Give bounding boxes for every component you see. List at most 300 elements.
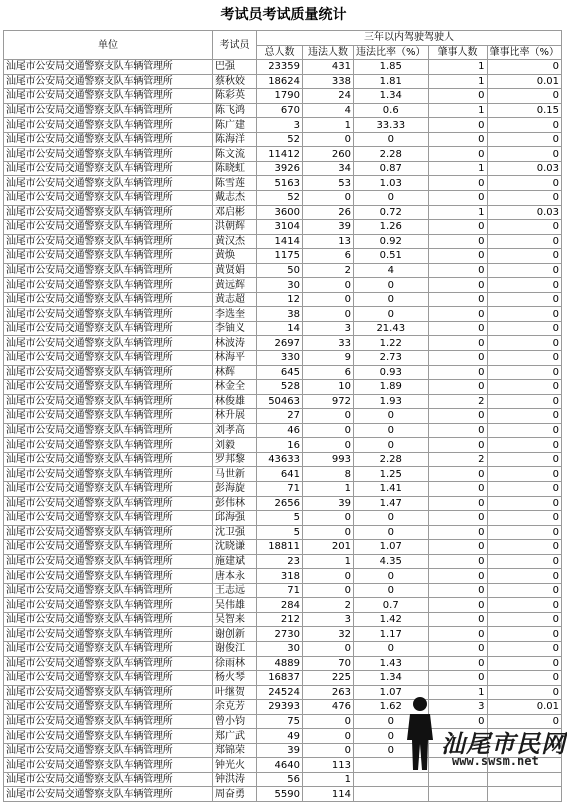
accident-rate-cell: 0 <box>487 511 562 526</box>
violation-rate-cell: 1.34 <box>354 671 429 686</box>
violation-rate-cell: 1.89 <box>354 380 429 395</box>
violation-count-cell: 3 <box>303 321 354 336</box>
total-count-cell: 284 <box>257 598 303 613</box>
examiner-name-cell: 杨火琴 <box>213 671 257 686</box>
unit-cell: 汕尾市公安局交通警察支队车辆管理所 <box>4 656 213 671</box>
violation-count-cell: 9 <box>303 351 354 366</box>
accident-count-cell: 0 <box>428 554 487 569</box>
accident-count-cell: 1 <box>428 74 487 89</box>
total-count-cell: 3600 <box>257 205 303 220</box>
accident-rate-cell: 0 <box>487 394 562 409</box>
violation-rate-cell: 1.93 <box>354 394 429 409</box>
total-count-cell: 4889 <box>257 656 303 671</box>
accident-rate-cell: 0 <box>487 191 562 206</box>
accident-rate-cell: 0 <box>487 263 562 278</box>
accident-count-cell: 1 <box>428 685 487 700</box>
total-count-cell: 43633 <box>257 452 303 467</box>
accident-rate-cell: 0 <box>487 569 562 584</box>
total-count-cell: 2697 <box>257 336 303 351</box>
unit-cell: 汕尾市公安局交通警察支队车辆管理所 <box>4 307 213 322</box>
violation-count-cell: 114 <box>303 787 354 802</box>
unit-cell: 汕尾市公安局交通警察支队车辆管理所 <box>4 714 213 729</box>
examiner-name-cell: 陈飞鸿 <box>213 103 257 118</box>
accident-count-cell: 0 <box>428 525 487 540</box>
examiner-name-cell: 吴伟雄 <box>213 598 257 613</box>
violation-count-cell: 0 <box>303 583 354 598</box>
accident-rate-cell: 0 <box>487 60 562 75</box>
total-count-cell: 5 <box>257 525 303 540</box>
violation-rate-cell: 1.42 <box>354 612 429 627</box>
table-row <box>4 627 562 642</box>
violation-count-cell: 33 <box>303 336 354 351</box>
unit-cell: 汕尾市公安局交通警察支队车辆管理所 <box>4 569 213 584</box>
unit-cell: 汕尾市公安局交通警察支队车辆管理所 <box>4 161 213 176</box>
accident-rate-cell: 0 <box>487 249 562 264</box>
violation-rate-cell: 1.34 <box>354 89 429 104</box>
violation-rate-cell <box>354 772 429 787</box>
accident-count-cell: 0 <box>428 423 487 438</box>
violation-rate-cell: 1.81 <box>354 74 429 89</box>
violation-rate-cell: 0 <box>354 132 429 147</box>
table-row <box>4 263 562 278</box>
table-row <box>4 496 562 511</box>
accident-rate-cell: 0.03 <box>487 161 562 176</box>
unit-cell: 汕尾市公安局交通警察支队车辆管理所 <box>4 394 213 409</box>
total-count-cell: 11412 <box>257 147 303 162</box>
table-row <box>4 365 562 380</box>
table-row <box>4 540 562 555</box>
unit-cell: 汕尾市公安局交通警察支队车辆管理所 <box>4 278 213 293</box>
accident-count-cell: 0 <box>428 278 487 293</box>
accident-count-cell: 0 <box>428 481 487 496</box>
violation-rate-cell: 0.6 <box>354 103 429 118</box>
violation-count-cell: 0 <box>303 743 354 758</box>
violation-count-cell: 0 <box>303 278 354 293</box>
violation-count-cell: 0 <box>303 307 354 322</box>
accident-count-cell: 0 <box>428 511 487 526</box>
total-count-cell: 670 <box>257 103 303 118</box>
accident-count-cell: 3 <box>428 700 487 715</box>
total-count-cell: 4640 <box>257 758 303 773</box>
page-title: 考试员考试质量统计 <box>220 7 347 23</box>
accident-rate-cell: 0 <box>487 598 562 613</box>
examiner-name-cell: 陈文流 <box>213 147 257 162</box>
violation-rate-cell: 0 <box>354 743 429 758</box>
violation-rate-cell: 1.26 <box>354 220 429 235</box>
violation-rate-cell: 0 <box>354 583 429 598</box>
table-row <box>4 292 562 307</box>
unit-cell: 汕尾市公安局交通警察支队车辆管理所 <box>4 263 213 278</box>
total-count-cell: 27 <box>257 409 303 424</box>
examiner-name-cell: 沈卫强 <box>213 525 257 540</box>
table-row <box>4 336 562 351</box>
violation-count-cell: 39 <box>303 220 354 235</box>
total-count-cell: 2730 <box>257 627 303 642</box>
violation-rate-cell: 0.51 <box>354 249 429 264</box>
accident-count-cell: 0 <box>428 467 487 482</box>
table-row <box>4 612 562 627</box>
accident-rate-cell: 0 <box>487 409 562 424</box>
violation-count-cell: 0 <box>303 511 354 526</box>
unit-cell: 汕尾市公安局交通警察支队车辆管理所 <box>4 336 213 351</box>
accident-rate-cell: 0 <box>487 481 562 496</box>
examiner-name-cell: 黄远辉 <box>213 278 257 293</box>
accident-count-cell: 0 <box>428 351 487 366</box>
table-row <box>4 161 562 176</box>
total-count-cell: 30 <box>257 278 303 293</box>
violation-rate-cell: 0 <box>354 423 429 438</box>
accident-count-cell: 0 <box>428 292 487 307</box>
accident-rate-cell: 0 <box>487 583 562 598</box>
table-row <box>4 569 562 584</box>
accident-count-cell: 0 <box>428 641 487 656</box>
violation-rate-cell: 0 <box>354 569 429 584</box>
violation-rate-cell: 1.43 <box>354 656 429 671</box>
accident-rate-cell: 0.15 <box>487 103 562 118</box>
accident-count-cell: 0 <box>428 496 487 511</box>
examiner-name-cell: 唐本永 <box>213 569 257 584</box>
violation-count-cell: 1 <box>303 554 354 569</box>
accident-rate-cell: 0 <box>487 234 562 249</box>
table-row <box>4 249 562 264</box>
site-watermark <box>400 692 567 772</box>
violation-count-cell: 993 <box>303 452 354 467</box>
accident-count-cell: 0 <box>428 627 487 642</box>
unit-cell: 汕尾市公安局交通警察支队车辆管理所 <box>4 583 213 598</box>
table-row <box>4 525 562 540</box>
accident-count-cell: 0 <box>428 249 487 264</box>
violation-count-cell: 4 <box>303 103 354 118</box>
unit-cell: 汕尾市公安局交通警察支队车辆管理所 <box>4 511 213 526</box>
unit-cell: 汕尾市公安局交通警察支队车辆管理所 <box>4 627 213 642</box>
unit-cell: 汕尾市公安局交通警察支队车辆管理所 <box>4 772 213 787</box>
accident-rate-cell: 0 <box>487 540 562 555</box>
total-count-cell: 16837 <box>257 671 303 686</box>
total-count-cell: 528 <box>257 380 303 395</box>
violation-rate-cell: 21.43 <box>354 321 429 336</box>
unit-cell: 汕尾市公安局交通警察支队车辆管理所 <box>4 118 213 133</box>
violation-count-cell: 0 <box>303 438 354 453</box>
unit-cell: 汕尾市公安局交通警察支队车辆管理所 <box>4 729 213 744</box>
examiner-name-cell: 余克芳 <box>213 700 257 715</box>
total-count-cell: 330 <box>257 351 303 366</box>
total-count-cell: 23359 <box>257 60 303 75</box>
accident-rate-cell <box>487 772 562 787</box>
total-count-cell: 39 <box>257 743 303 758</box>
accident-rate-cell: 0 <box>487 351 562 366</box>
accident-rate-cell: 0 <box>487 685 562 700</box>
total-count-cell: 71 <box>257 583 303 598</box>
violation-rate-cell: 0 <box>354 525 429 540</box>
accident-rate-cell: 0 <box>487 147 562 162</box>
table-row <box>4 205 562 220</box>
examiner-name-cell: 邱海强 <box>213 511 257 526</box>
accident-count-cell: 0 <box>428 132 487 147</box>
examiner-name-cell: 林升展 <box>213 409 257 424</box>
unit-cell: 汕尾市公安局交通警察支队车辆管理所 <box>4 438 213 453</box>
group-header: 三年以内驾驶驾驶人 <box>257 31 562 46</box>
table-row <box>4 278 562 293</box>
unit-cell: 汕尾市公安局交通警察支队车辆管理所 <box>4 132 213 147</box>
violation-count-cell: 26 <box>303 205 354 220</box>
examiner-name-cell: 钟光火 <box>213 758 257 773</box>
unit-cell: 汕尾市公安局交通警察支队车辆管理所 <box>4 292 213 307</box>
accident-count-cell: 1 <box>428 161 487 176</box>
table-row <box>4 511 562 526</box>
examiner-name-cell: 钟洪涛 <box>213 772 257 787</box>
examiner-name-cell: 郑广武 <box>213 729 257 744</box>
violation-rate-cell: 2.28 <box>354 147 429 162</box>
examiner-name-cell: 陈雪莲 <box>213 176 257 191</box>
examiner-name-cell: 黄贤娟 <box>213 263 257 278</box>
total-count-cell: 645 <box>257 365 303 380</box>
unit-cell: 汕尾市公安局交通警察支队车辆管理所 <box>4 176 213 191</box>
examiner-name-cell: 罗邦黎 <box>213 452 257 467</box>
table-body <box>4 31 562 802</box>
examiner-name-cell: 李铀义 <box>213 321 257 336</box>
table-row <box>4 380 562 395</box>
violation-rate-cell: 0 <box>354 438 429 453</box>
unit-cell: 汕尾市公安局交通警察支队车辆管理所 <box>4 351 213 366</box>
unit-cell: 汕尾市公安局交通警察支队车辆管理所 <box>4 423 213 438</box>
violation-count-cell: 1 <box>303 772 354 787</box>
accident-count-cell <box>428 772 487 787</box>
accident-rate-cell: 0 <box>487 118 562 133</box>
unit-cell: 汕尾市公安局交通警察支队车辆管理所 <box>4 540 213 555</box>
table-row <box>4 772 562 787</box>
violation-count-cell: 476 <box>303 700 354 715</box>
unit-cell: 汕尾市公安局交通警察支队车辆管理所 <box>4 758 213 773</box>
examiner-name-cell: 刘毅 <box>213 438 257 453</box>
violation-rate-cell: 1.07 <box>354 685 429 700</box>
unit-cell: 汕尾市公安局交通警察支队车辆管理所 <box>4 481 213 496</box>
table-row <box>4 147 562 162</box>
examiner-name-cell: 沈晓谦 <box>213 540 257 555</box>
examiner-name-cell: 巴强 <box>213 60 257 75</box>
accident-rate-cell: 0 <box>487 336 562 351</box>
total-count-cell: 3104 <box>257 220 303 235</box>
accident-count-cell: 1 <box>428 103 487 118</box>
violation-count-header: 违法人数 <box>303 45 354 60</box>
violation-count-cell: 263 <box>303 685 354 700</box>
table-row <box>4 351 562 366</box>
total-count-cell: 24524 <box>257 685 303 700</box>
examiner-name-cell: 黄志超 <box>213 292 257 307</box>
table-row <box>4 118 562 133</box>
accident-count-cell: 0 <box>428 380 487 395</box>
accident-count-cell: 0 <box>428 263 487 278</box>
violation-count-cell: 0 <box>303 525 354 540</box>
table-row <box>4 176 562 191</box>
violation-rate-cell: 0 <box>354 511 429 526</box>
accident-count-cell: 0 <box>428 714 487 729</box>
violation-count-cell: 2 <box>303 263 354 278</box>
accident-rate-cell: 0 <box>487 467 562 482</box>
unit-cell: 汕尾市公安局交通警察支队车辆管理所 <box>4 365 213 380</box>
unit-cell: 汕尾市公安局交通警察支队车辆管理所 <box>4 321 213 336</box>
accident-rate-cell: 0 <box>487 525 562 540</box>
total-count-cell: 50 <box>257 263 303 278</box>
accident-rate-cell: 0.01 <box>487 74 562 89</box>
violation-rate-cell: 2.73 <box>354 351 429 366</box>
total-count-cell: 46 <box>257 423 303 438</box>
violation-count-cell: 8 <box>303 467 354 482</box>
examiner-name-cell: 刘孝高 <box>213 423 257 438</box>
examiner-name-cell: 林俊雄 <box>213 394 257 409</box>
table-row <box>4 307 562 322</box>
unit-cell: 汕尾市公安局交通警察支队车辆管理所 <box>4 74 213 89</box>
violation-rate-cell: 1.62 <box>354 700 429 715</box>
unit-cell: 汕尾市公安局交通警察支队车辆管理所 <box>4 496 213 511</box>
examiner-name-cell: 洪朝辉 <box>213 220 257 235</box>
total-count-cell: 1175 <box>257 249 303 264</box>
table-row <box>4 103 562 118</box>
examiner-name-cell: 黄焕 <box>213 249 257 264</box>
accident-count-cell: 0 <box>428 409 487 424</box>
table-row <box>4 452 562 467</box>
accident-rate-cell: 0 <box>487 321 562 336</box>
violation-count-cell: 3 <box>303 612 354 627</box>
unit-cell: 汕尾市公安局交通警察支队车辆管理所 <box>4 380 213 395</box>
accident-count-header: 肇事人数 <box>428 45 487 60</box>
examiner-name-cell: 周奋勇 <box>213 787 257 802</box>
accident-rate-cell: 0 <box>487 292 562 307</box>
examiner-name-cell: 李选奎 <box>213 307 257 322</box>
examiner-name-cell: 黄汉杰 <box>213 234 257 249</box>
violation-rate-cell: 1.47 <box>354 496 429 511</box>
violation-count-cell: 24 <box>303 89 354 104</box>
accident-rate-cell: 0.01 <box>487 700 562 715</box>
accident-rate-header: 肇事比率（%） <box>487 45 562 60</box>
total-count-cell: 50463 <box>257 394 303 409</box>
violation-rate-cell: 0 <box>354 714 429 729</box>
violation-count-cell: 0 <box>303 714 354 729</box>
violation-count-cell: 0 <box>303 292 354 307</box>
examiner-name-cell: 蔡秋姣 <box>213 74 257 89</box>
violation-rate-cell: 1.17 <box>354 627 429 642</box>
violation-rate-cell: 2.28 <box>354 452 429 467</box>
violation-rate-cell <box>354 787 429 802</box>
total-count-cell: 38 <box>257 307 303 322</box>
accident-rate-cell: 0 <box>487 132 562 147</box>
table-row <box>4 787 562 802</box>
violation-count-cell: 0 <box>303 569 354 584</box>
accident-rate-cell: 0 <box>487 641 562 656</box>
table-row <box>4 409 562 424</box>
table-row <box>4 394 562 409</box>
unit-cell: 汕尾市公安局交通警察支队车辆管理所 <box>4 234 213 249</box>
accident-rate-cell: 0 <box>487 380 562 395</box>
violation-count-cell: 2 <box>303 598 354 613</box>
unit-cell: 汕尾市公安局交通警察支队车辆管理所 <box>4 467 213 482</box>
total-count-cell: 1414 <box>257 234 303 249</box>
violation-count-cell: 10 <box>303 380 354 395</box>
accident-count-cell: 0 <box>428 656 487 671</box>
violation-count-cell: 13 <box>303 234 354 249</box>
accident-rate-cell: 0 <box>487 656 562 671</box>
violation-count-cell: 225 <box>303 671 354 686</box>
examiner-name-cell: 马世新 <box>213 467 257 482</box>
violation-rate-cell: 4 <box>354 263 429 278</box>
violation-rate-cell: 1.85 <box>354 60 429 75</box>
total-count-cell: 2656 <box>257 496 303 511</box>
violation-rate-cell: 4.35 <box>354 554 429 569</box>
accident-count-cell: 1 <box>428 60 487 75</box>
table-row <box>4 583 562 598</box>
unit-header: 单位 <box>4 31 213 60</box>
violation-count-cell: 113 <box>303 758 354 773</box>
unit-cell: 汕尾市公安局交通警察支队车辆管理所 <box>4 743 213 758</box>
violation-count-cell: 39 <box>303 496 354 511</box>
violation-rate-cell: 0 <box>354 409 429 424</box>
violation-rate-cell: 0.92 <box>354 234 429 249</box>
violation-count-cell: 972 <box>303 394 354 409</box>
unit-cell: 汕尾市公安局交通警察支队车辆管理所 <box>4 671 213 686</box>
accident-count-cell: 0 <box>428 598 487 613</box>
violation-count-cell: 6 <box>303 365 354 380</box>
violation-count-cell: 34 <box>303 161 354 176</box>
violation-rate-cell: 0.93 <box>354 365 429 380</box>
examiner-name-cell: 陈晓虹 <box>213 161 257 176</box>
accident-rate-cell: 0 <box>487 627 562 642</box>
accident-rate-cell: 0.03 <box>487 205 562 220</box>
total-count-cell: 18624 <box>257 74 303 89</box>
accident-rate-cell: 0 <box>487 714 562 729</box>
accident-rate-cell <box>487 787 562 802</box>
accident-count-cell: 0 <box>428 147 487 162</box>
accident-count-cell: 0 <box>428 583 487 598</box>
accident-count-cell <box>428 787 487 802</box>
examiner-name-cell: 林海平 <box>213 351 257 366</box>
total-count-cell: 14 <box>257 321 303 336</box>
accident-rate-cell: 0 <box>487 612 562 627</box>
total-header: 总人数 <box>257 45 303 60</box>
table-row <box>4 191 562 206</box>
violation-count-cell: 6 <box>303 249 354 264</box>
examiner-name-cell: 彭伟林 <box>213 496 257 511</box>
examiner-name-cell: 林金全 <box>213 380 257 395</box>
violation-count-cell: 0 <box>303 132 354 147</box>
accident-count-cell: 0 <box>428 191 487 206</box>
accident-count-cell: 1 <box>428 205 487 220</box>
person-silhouette-icon <box>400 692 440 772</box>
table-row <box>4 641 562 656</box>
violation-count-cell: 32 <box>303 627 354 642</box>
unit-cell: 汕尾市公安局交通警察支队车辆管理所 <box>4 60 213 75</box>
total-count-cell: 75 <box>257 714 303 729</box>
violation-count-cell: 1 <box>303 118 354 133</box>
violation-count-cell: 201 <box>303 540 354 555</box>
total-count-cell: 3926 <box>257 161 303 176</box>
unit-cell: 汕尾市公安局交通警察支队车辆管理所 <box>4 409 213 424</box>
examiner-name-cell: 曾小钧 <box>213 714 257 729</box>
violation-rate-cell: 0 <box>354 729 429 744</box>
unit-cell: 汕尾市公安局交通警察支队车辆管理所 <box>4 554 213 569</box>
examiner-name-cell: 徐雨林 <box>213 656 257 671</box>
accident-count-cell: 0 <box>428 671 487 686</box>
examiner-name-cell: 施建斌 <box>213 554 257 569</box>
violation-count-cell: 70 <box>303 656 354 671</box>
accident-count-cell: 0 <box>428 176 487 191</box>
violation-count-cell: 260 <box>303 147 354 162</box>
accident-count-cell: 0 <box>428 234 487 249</box>
violation-count-cell: 0 <box>303 409 354 424</box>
unit-cell: 汕尾市公安局交通警察支队车辆管理所 <box>4 700 213 715</box>
violation-count-cell: 431 <box>303 60 354 75</box>
violation-count-cell: 53 <box>303 176 354 191</box>
examiner-name-cell: 陈广建 <box>213 118 257 133</box>
violation-count-cell: 0 <box>303 641 354 656</box>
